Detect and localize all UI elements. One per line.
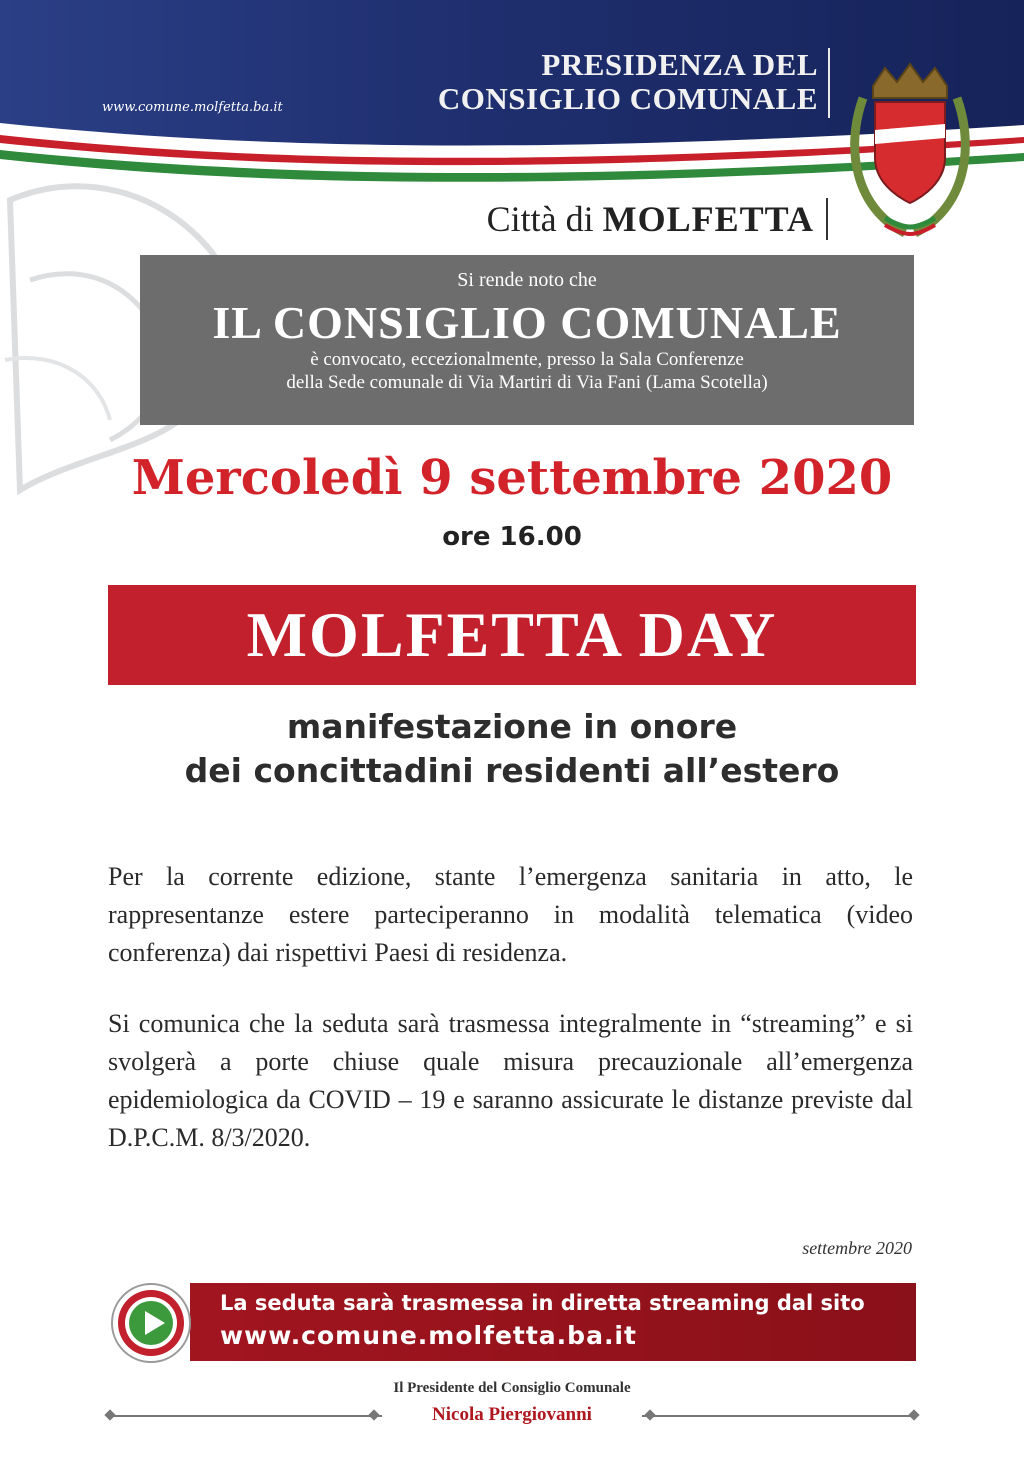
- body-paragraph-1: Per la corrente edizione, stante l’emergenza sanitaria in atto, le rappresentanze estere parteciperanno in modalità telematica (video conferenza) dai rispettivi Paesi di residenza.: [108, 862, 913, 967]
- divider-ornament-left: [104, 1409, 115, 1420]
- event-name-banner: MOLFETTA DAY: [108, 585, 916, 685]
- header-title: [388, 48, 818, 116]
- header-title-line1: PRESIDENZA DEL: [541, 47, 818, 82]
- notice-title: IL CONSIGLIO COMUNALE: [212, 297, 842, 348]
- city-crest-icon: [845, 58, 975, 248]
- event-subtitle-line1: manifestazione in onore: [286, 707, 738, 746]
- city-prefix: Città di: [486, 199, 594, 239]
- city-divider: [826, 198, 828, 240]
- notice-line1: è convocato, eccezionalmente, presso la Sala Conferenze: [310, 349, 744, 370]
- event-subtitle: [100, 705, 924, 793]
- signer-role: Il Presidente del Consiglio Comunale: [393, 1380, 631, 1396]
- divider-ornament-right: [908, 1409, 919, 1420]
- city-label: [400, 198, 814, 240]
- header-url: www.comune.molfetta.ba.it: [102, 100, 283, 115]
- divider-ornament-mid-left: [368, 1409, 379, 1420]
- notice-box: [140, 255, 914, 425]
- issue-date: settembre 2020: [802, 1238, 912, 1258]
- city-name: MOLFETTA: [602, 199, 814, 239]
- header-divider: [828, 48, 830, 118]
- event-date: Mercoledì 9 settembre 2020: [131, 450, 893, 506]
- event-subtitle-line2: dei concittadini residenti all’estero: [184, 751, 840, 790]
- body-paragraph-2: Si comunica che la seduta sarà trasmessa integralmente in “streaming” e si svolgerà a porte chiuse quale misura precauzionale all’emergenza epidemiologica da COVID – 19 e saranno assicurate le distanze previste dal D.P.C.M. 8/3/2020.: [108, 1009, 913, 1152]
- header-title-line2: CONSIGLIO COMUNALE: [437, 81, 818, 116]
- notice-line2: della Sede comunale di Via Martiri di Via Fani (Lama Scotella): [286, 372, 768, 393]
- event-time: ore 16.00: [442, 522, 582, 552]
- notice-intro: Si rende noto che: [457, 269, 597, 291]
- streaming-url[interactable]: www.comune.molfetta.ba.it: [220, 1321, 637, 1350]
- streaming-banner: [190, 1283, 916, 1361]
- signer-name: Nicola Piergiovanni: [382, 1404, 642, 1426]
- streaming-text: La seduta sarà trasmessa in diretta streaming dal sito: [220, 1291, 865, 1315]
- divider-ornament-mid-right: [644, 1409, 655, 1420]
- play-icon: [110, 1282, 192, 1364]
